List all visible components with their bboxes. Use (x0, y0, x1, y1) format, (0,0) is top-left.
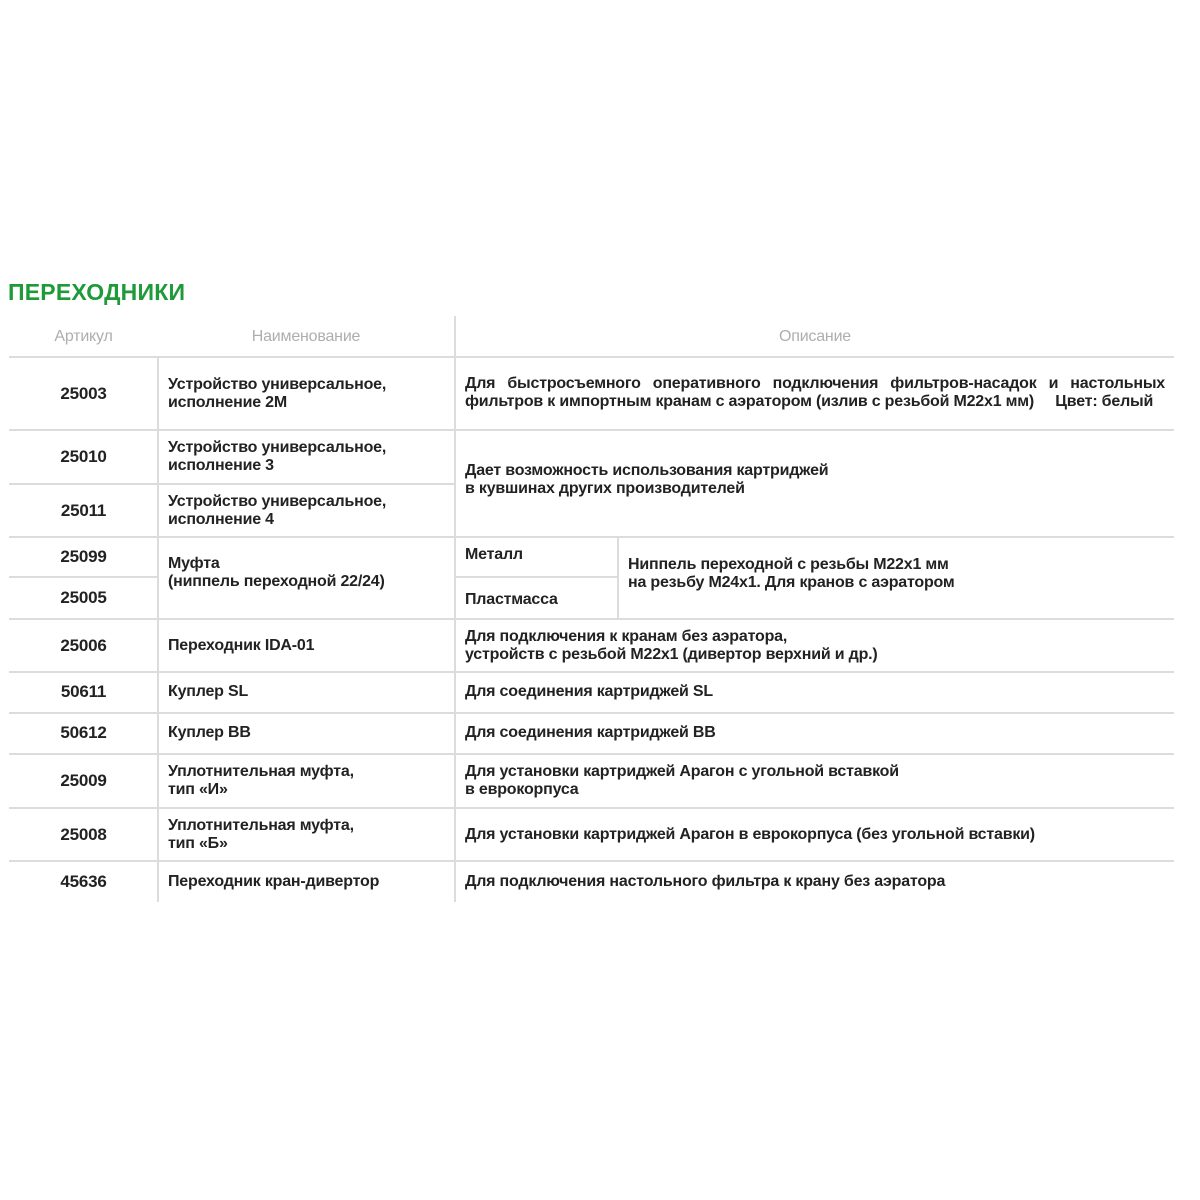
description-line: в кувшинах других производителей (465, 479, 745, 497)
name-cell: Куплер BB (168, 724, 251, 741)
description-cell: Для быстросъемного оперативного подключения фильтров-насадок и настольных фильтров к импортным кранам с аэратором (излив с резьбой М22x1 мм) Цвет: белый (465, 375, 1170, 410)
name-line: Устройство универсальное, (168, 438, 387, 456)
article-cell: 50612 (60, 723, 107, 742)
article-cell: 25011 (60, 500, 107, 520)
name-cell: Куплер SL (168, 683, 249, 700)
header-name: Наименование (251, 328, 361, 345)
adapters-table (9, 316, 1174, 902)
name-cell (168, 356, 453, 431)
description-line: в еврокорпуса (465, 780, 579, 798)
merged-description-cell (628, 536, 1168, 618)
name-cell: Переходник IDA-01 (168, 636, 315, 654)
description-cell (465, 618, 1165, 673)
description-cell: Для соединения картриджей BB (465, 724, 716, 741)
material-cell: Металл (465, 546, 523, 563)
name-line: исполнение 4 (168, 510, 274, 528)
name-line: Устройство универсальное, (168, 375, 387, 393)
name-cell (168, 753, 453, 808)
article-cell: 50611 (60, 682, 107, 701)
article-cell: 25099 (60, 547, 107, 566)
description-cell: Для соединения картриджей SL (465, 683, 713, 700)
name-line: Муфта (168, 555, 220, 572)
name-cell (168, 429, 453, 484)
header-description: Описание (778, 328, 852, 345)
column-divider-name (454, 316, 456, 902)
header-article: Артикул (54, 328, 113, 345)
article-cell: 25003 (60, 383, 107, 403)
description-cell: Для установки картриджей Арагон в еврокорпуса (без угольной вставки) (465, 825, 1035, 843)
merged-name-cell (168, 536, 453, 618)
article-cell: 25006 (60, 635, 107, 655)
description-line: Дает возможность использования картриджей (465, 461, 829, 479)
name-line: (ниппель переходной 22/24) (168, 573, 385, 590)
article-cell: 25009 (60, 770, 107, 790)
material-cell: Пластмасса (465, 591, 558, 608)
name-line: тип «И» (168, 780, 228, 798)
name-cell (168, 807, 453, 862)
name-line: Устройство универсальное, (168, 492, 387, 510)
description-line: на резьбу М24x1. Для кранов с аэратором (628, 574, 955, 591)
name-line: тип «Б» (168, 834, 228, 852)
name-line: Уплотнительная муфта, (168, 816, 354, 834)
description-line: Для установки картриджей Арагон с угольной вставкой (465, 762, 899, 780)
name-line: исполнение 3 (168, 456, 274, 474)
article-cell: 25010 (60, 446, 107, 466)
merged-description-cell (465, 429, 1165, 538)
description-line: устройств с резьбой М22x1 (дивертор верхний и др.) (465, 645, 878, 663)
article-cell: 25008 (60, 824, 107, 844)
description-line: Ниппель переходной с резьбы М22x1 мм (628, 556, 949, 573)
name-line: исполнение 2М (168, 393, 287, 411)
section-title: ПЕРЕХОДНИКИ (8, 279, 186, 305)
name-line: Уплотнительная муфта, (168, 762, 354, 780)
description-line: Для подключения к кранам без аэратора, (465, 627, 788, 645)
article-cell: 25005 (60, 588, 107, 607)
name-cell (168, 483, 453, 538)
description-cell (465, 753, 1165, 808)
name-cell: Переходник кран-дивертор (168, 873, 380, 890)
description-cell: Для подключения настольного фильтра к крану без аэратора (465, 873, 946, 890)
article-cell: 45636 (60, 872, 107, 891)
